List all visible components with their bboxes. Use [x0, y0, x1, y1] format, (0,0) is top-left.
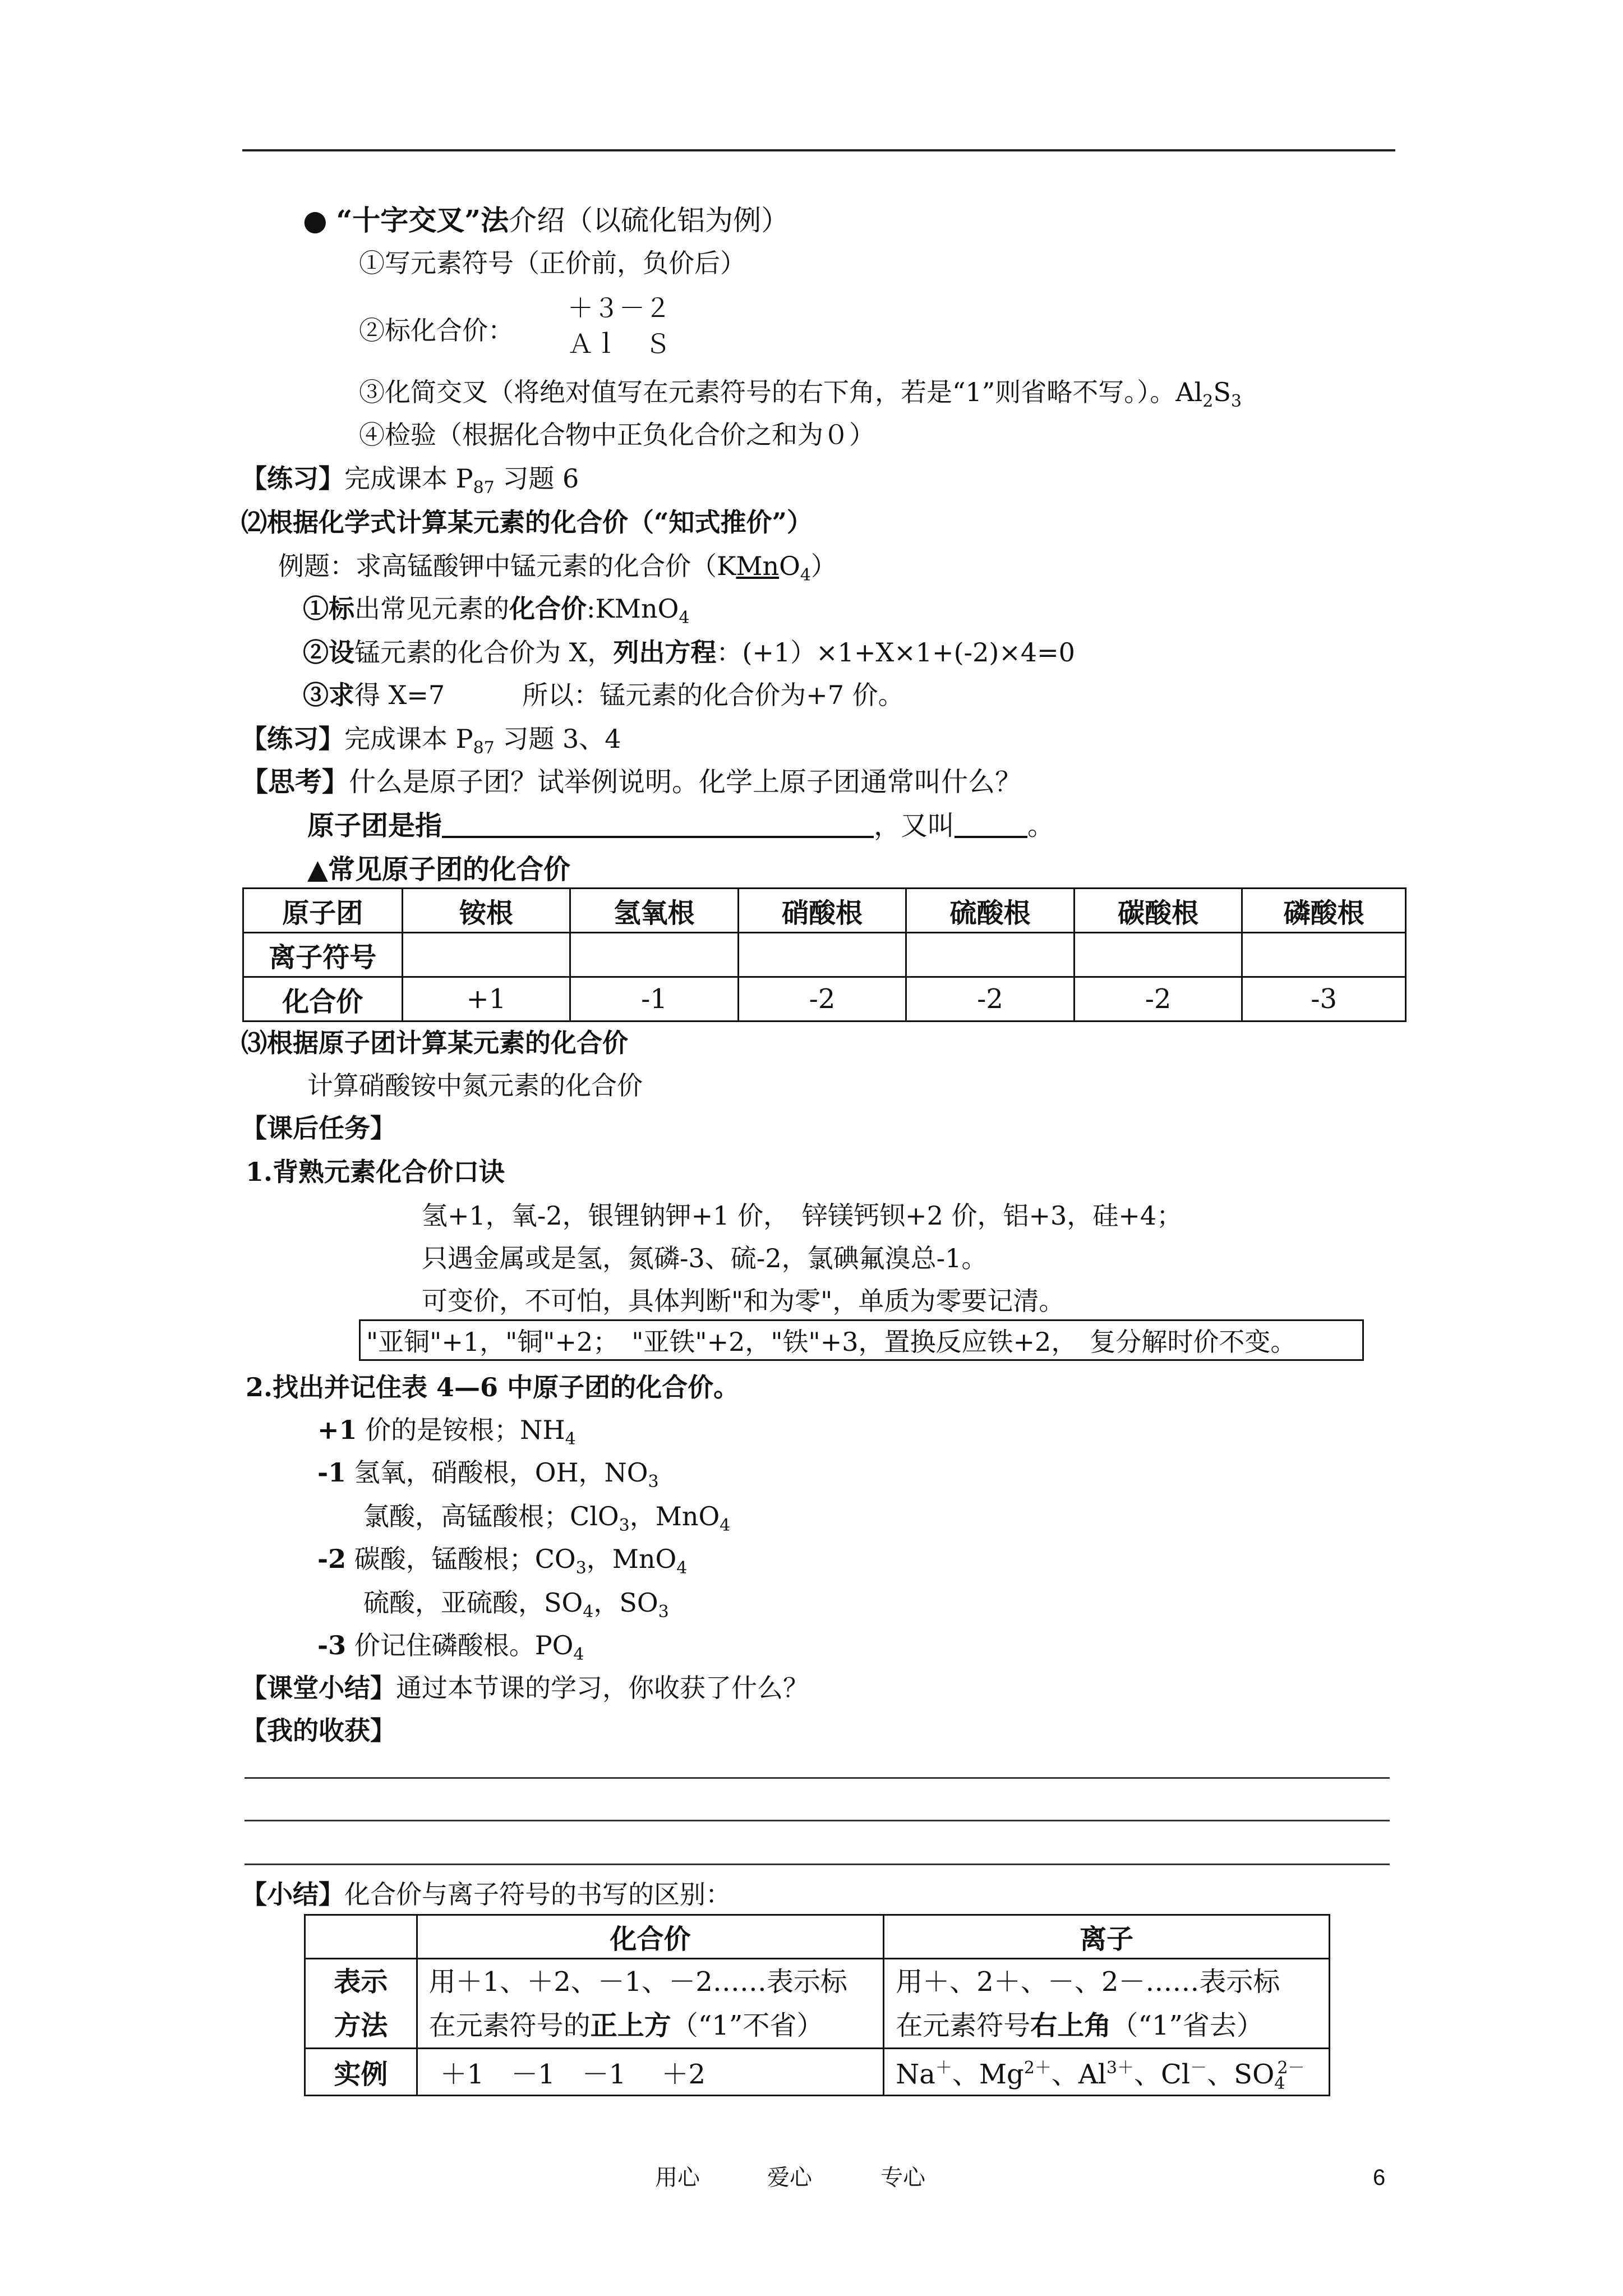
section-2-step-3: ③求得 X=7 所以：锰元素的化合价为+7 价。 [303, 680, 904, 710]
atom-group-table [242, 887, 1407, 1022]
definition-blank[interactable] [442, 813, 874, 838]
rhyme-line-3: 可变价，不可怕，具体判断"和为零"，单质为零要记清。 [422, 1286, 1065, 1316]
cross-step-4: ④检验（根据化合物中正负化合价之和为０） [359, 420, 875, 450]
cross-step-3: ③化简交叉（将绝对值写在元素符号的右下角，若是“1”则省略不写。）。$Al_2S_3$ [359, 377, 1242, 411]
cross-step-2-symbols: Ａｌ Ｓ [568, 329, 671, 359]
footer-text-1: 用心 [655, 2165, 700, 2191]
ion-symbol-cell[interactable] [570, 933, 739, 977]
header-valence: 化合价 [417, 1915, 884, 1959]
ion-method-cell: 用＋、2＋、－、2－……表示标 在元素符号右上角（“1”省去） [884, 1959, 1330, 2049]
ion-example-cell: Na＋、$Mg^{2+}$、$Al^{3+}$、Cl－、$SO_4^{2-}$ [884, 2049, 1330, 2096]
valence-method-cell: 用＋1、＋2、－1、－2……表示标 在元素符号的正上方（“1”不省） [417, 1959, 884, 2049]
rhyme-line-4-box [359, 1319, 1364, 1361]
header-hydroxide: 氢氧根 [570, 889, 739, 933]
xiaojie-title: 【小结】化合价与离子符号的书写的区别： [241, 1879, 731, 1910]
writing-line[interactable] [245, 1864, 1390, 1865]
think-question: 【思考】什么是原子团？试举例说明。化学上原子团通常叫什么？ [241, 766, 1022, 798]
header-phosphate: 磷酸根 [1242, 889, 1406, 933]
header-ammonium: 铵根 [402, 889, 570, 933]
footer-text-2: 爱心 [767, 2165, 812, 2191]
group-line-minus2-b: 硫酸，亚硫酸，$SO_4$，$SO_3$ [363, 1588, 669, 1622]
valence-cell: -2 [906, 977, 1075, 1022]
practice-2: 【练习】完成课本 $P_{87}$ 习题 3、4 [241, 724, 621, 758]
row-label-example: 实例 [305, 2049, 417, 2096]
valence-cell: -2 [738, 977, 906, 1022]
table-title: ▲常见原子团的化合价 [307, 854, 570, 885]
section-3-text: 计算硝酸铵中氮元素的化合价 [307, 1070, 643, 1101]
row-label-ion-symbol: 离子符号 [243, 933, 403, 977]
practice-1: 【练习】完成课本 $P_{87}$ 习题 6 [241, 463, 579, 498]
group-line-minus3: -3 价记住磷酸根。$PO_4$ [317, 1630, 584, 1664]
valence-cell: -1 [570, 977, 739, 1022]
section-2-step-2: ②设锰元素的化合价为 X，列出方程：(+1）×1+X×1+(-2)×4=0 [303, 637, 1075, 668]
page-number: 6 [1373, 2165, 1386, 2190]
ion-symbol-cell[interactable] [906, 933, 1075, 977]
group-line-minus2: -2 碳酸，锰酸根；$CO_3$，MnO$_4$ [317, 1544, 688, 1578]
header-nitrate: 硝酸根 [738, 889, 906, 933]
header-rule [242, 149, 1395, 151]
homework-item-2: 2.找出并记住表 4—6 中原子团的化合价。 [246, 1372, 740, 1402]
corner-cell [305, 1915, 417, 1959]
writing-line[interactable] [245, 1777, 1390, 1779]
row-label-method: 表示 方法 [305, 1959, 417, 2049]
table-row [243, 977, 1406, 1022]
homework-item-1: 1.背熟元素化合价口诀 [246, 1157, 505, 1187]
section-2-example: 例题：求高锰酸钾中锰元素的化合价（KMnO$_4$） [278, 551, 837, 585]
header-ion: 离子 [884, 1915, 1330, 1959]
header-carbonate: 碳酸根 [1074, 889, 1242, 933]
ion-symbol-cell[interactable] [738, 933, 906, 977]
alias-blank[interactable] [955, 813, 1027, 838]
section-2-title: ⑵根据化学式计算某元素的化合价（“知式推价”） [241, 507, 813, 537]
table-row [305, 1915, 1330, 1959]
row-label-valence: 化合价 [243, 977, 403, 1022]
section-2-step-1: ①标出常见元素的化合价:KMnO$_4$ [303, 593, 690, 628]
ion-symbol-cell[interactable] [1242, 933, 1406, 977]
atom-group-definition: 原子团是指 ，又叫 。 [307, 810, 1055, 841]
cross-step-1: ①写元素符号（正价前，负价后） [359, 248, 746, 278]
cross-step-2-valences: ＋３－２ [568, 293, 671, 323]
rhyme-line-4: "亚铜"+1，"铜"+2； "亚铁"+2，"铁"+3，置换反应铁+2， 复分解时价不变。 [366, 1327, 1297, 1357]
homework-tag: 【课后任务】 [241, 1113, 396, 1143]
ion-symbol-cell[interactable] [1074, 933, 1242, 977]
table-row [305, 1959, 1330, 2049]
valence-cell: +1 [402, 977, 570, 1022]
header-atom-group: 原子团 [243, 889, 403, 933]
table-row [305, 2049, 1330, 2096]
footer-text-3: 专心 [880, 2165, 925, 2191]
rhyme-line-2: 只遇金属或是氢，氮磷-3、硫-2，氯碘氟溴总-1。 [422, 1243, 988, 1273]
header-sulfate: 硫酸根 [906, 889, 1075, 933]
section-3-title: ⑶根据原子团计算某元素的化合价 [241, 1028, 628, 1058]
valence-example-cell: ＋1 －1 －1 ＋2 [417, 2049, 884, 2096]
comparison-table [304, 1914, 1330, 2096]
valence-cell: -3 [1242, 977, 1406, 1022]
ion-symbol-cell[interactable] [402, 933, 570, 977]
group-line-minus1-b: 氯酸，高锰酸根；ClO$_3$，MnO$_4$ [363, 1501, 731, 1535]
writing-line[interactable] [245, 1820, 1390, 1821]
rhyme-line-1: 氢+1，氧-2，银锂钠钾+1 价， 锌镁钙钡+2 价，铝+3，硅+4； [422, 1200, 1183, 1231]
group-line-plus1: +1 价的是铵根；$NH_4$ [317, 1415, 576, 1449]
my-gain-tag: 【我的收获】 [241, 1715, 396, 1746]
cross-method-title: ● “十字交叉”法介绍（以硫化铝为例） [303, 204, 790, 237]
cross-step-2-label: ②标化合价： [359, 315, 514, 346]
class-summary: 【课堂小结】通过本节课的学习，你收获了什么？ [241, 1673, 809, 1703]
valence-cell: -2 [1074, 977, 1242, 1022]
table-row [243, 933, 1406, 977]
table-row [243, 889, 1406, 933]
group-line-minus1: -1 氢氧，硝酸根，OH，$NO_3$ [317, 1457, 659, 1492]
